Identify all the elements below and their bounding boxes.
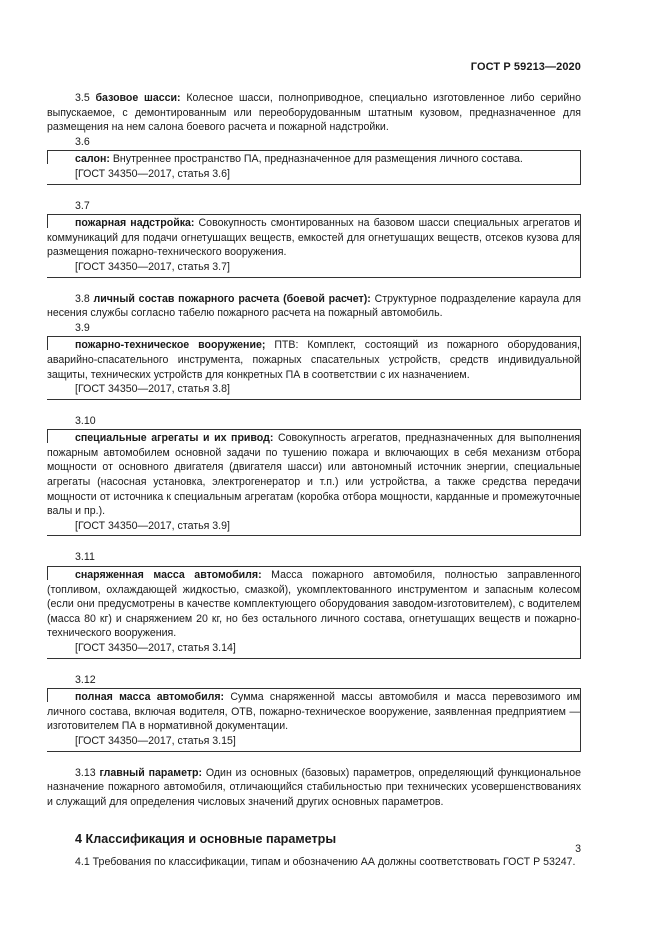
clause-number: 3.8 bbox=[75, 292, 90, 305]
section-heading: 4 Классификация и основные параметры bbox=[75, 832, 337, 847]
term: пожарно-техническое вооружение; bbox=[75, 339, 266, 352]
definition: Внутреннее пространство ПА, предназначенное для размещения личного состава. bbox=[109, 153, 523, 166]
clause-number-3-7: 3.7 bbox=[75, 199, 90, 212]
clause-3-5 bbox=[47, 91, 581, 135]
term: базовое шасси: bbox=[95, 92, 181, 104]
clause-3-7 bbox=[47, 216, 580, 260]
term: главный параметр: bbox=[99, 766, 203, 779]
term: пожарная надстройка: bbox=[75, 217, 195, 230]
term: личный состав пожарного расчета (боевой расчет): bbox=[93, 292, 371, 305]
source-reference: [ГОСТ 34350—2017, статья 3.9] bbox=[75, 519, 230, 532]
quoted-definition-box bbox=[47, 336, 581, 399]
document-id: ГОСТ Р 59213—2020 bbox=[470, 61, 581, 73]
clause-number-3-6: 3.6 bbox=[75, 135, 90, 148]
clause-3-13 bbox=[47, 766, 581, 810]
source-reference: [ГОСТ 34350—2017, статья 3.6] bbox=[75, 167, 230, 180]
source-reference: [ГОСТ 34350—2017, статья 3.7] bbox=[75, 260, 230, 273]
clause-3-10 bbox=[47, 431, 580, 519]
page-number: 3 bbox=[575, 843, 581, 855]
clause-3-6 bbox=[47, 152, 580, 167]
definition: Сумма снаряженной массы автомобиля и масса перевозимого им личного состава, включая водителя, ОТВ, пожарно-техническое вооружение, заявленная предприятием — изготовителем ПА в нормативной документации. bbox=[47, 691, 580, 733]
term: специальные агрегаты и их привод: bbox=[75, 432, 274, 445]
definition: Масса пожарного автомобиля, полностью заправленного (топливом, охлаждающей жидкостью, смазкой), укомплектованного инструментом и запасным колесом (если они предусмотрены в качестве комплектующего оборудования заводом-изготовителем), с водителем (масса 80 кг) и снаряжением 20 кг, но без остального личного состава, огнетушащих веществ и пожарно-технического вооружения. bbox=[47, 569, 581, 640]
definition: Структурное подразделение караула для несения службы согласно табелю пожарного расчета на пожарный автомобиль. bbox=[47, 292, 581, 320]
source-reference: [ГОСТ 34350—2017, статья 3.15] bbox=[75, 734, 236, 747]
source-reference: [ГОСТ 34350—2017, статья 3.8] bbox=[75, 383, 230, 396]
definition: Совокупность смонтированных на базовом шасси специальных агрегатов и коммуникаций для подачи огнетушащих веществ, емкостей для огнетушащих веществ, отсеков кузова для размещения пожарно-технического вооружения. bbox=[47, 217, 580, 259]
clause-3-9 bbox=[47, 338, 580, 382]
definition: Колесное шасси, полноприводное, специально изготовленное либо серийно выпускаемое, с демонтированным или переоборудованным штатным кузовом, предназначенное для размещения на нем салона боевого расчета и пожарной надстройки. bbox=[47, 92, 581, 134]
clause-number-3-11: 3.11 bbox=[75, 551, 95, 564]
quoted-definition-box bbox=[47, 150, 581, 184]
clause-number: 3.13 bbox=[75, 766, 96, 779]
quoted-definition-box bbox=[47, 214, 581, 277]
definition: ПТВ: Комплект, состоящий из пожарного оборудования, аварийно-спасательного инструмента, пожарных спасательных устройств, средств индивидуальной защиты, технических устройств для конкретных ПА в соответствии с их назначением. bbox=[47, 339, 580, 381]
quoted-definition-box bbox=[47, 688, 581, 751]
quoted-definition-box bbox=[47, 429, 581, 536]
definition: Один из основных (базовых) параметров, определяющий функциональное назначение пожарного автомобиля, отличающийся стабильностью при технических усовершенствованиях и служащий для определения числовых значений других основных параметров. bbox=[47, 766, 581, 808]
clause-number-3-12: 3.12 bbox=[75, 673, 96, 686]
clause-3-12 bbox=[47, 690, 580, 734]
term: салон: bbox=[75, 153, 110, 166]
clause-number-3-10: 3.10 bbox=[75, 414, 96, 427]
clause-number-3-9: 3.9 bbox=[75, 321, 90, 334]
clause-number: 3.5 bbox=[75, 92, 90, 104]
clause-3-11 bbox=[47, 568, 580, 641]
clause-3-8 bbox=[47, 292, 581, 321]
definition: Совокупность агрегатов, предназначенных для выполнения пожарным автомобилем основной задачи по тушению пожара и включающих в себя механизм отбора мощности от основного двигателя (двигателя шасси) или автономный источник энергии, специальные агрегаты (насосная установка, электрогенератор и т.п.) или устройства, а также средства передачи мощности от источника к специальным агрегатам (коробка отбора мощности, карданные и промежуточные валы и пр.). bbox=[47, 432, 580, 518]
clause-4-1: 4.1 Требования по классификации, типам и обозначению АА должны соответствовать ГОСТ Р 53247. bbox=[75, 856, 576, 869]
quoted-definition-box bbox=[47, 566, 581, 659]
source-reference: [ГОСТ 34350—2017, статья 3.14] bbox=[75, 642, 236, 654]
term: снаряженная масса автомобиля: bbox=[75, 569, 262, 582]
term: полная масса автомобиля: bbox=[75, 691, 225, 704]
document-body bbox=[47, 91, 581, 870]
